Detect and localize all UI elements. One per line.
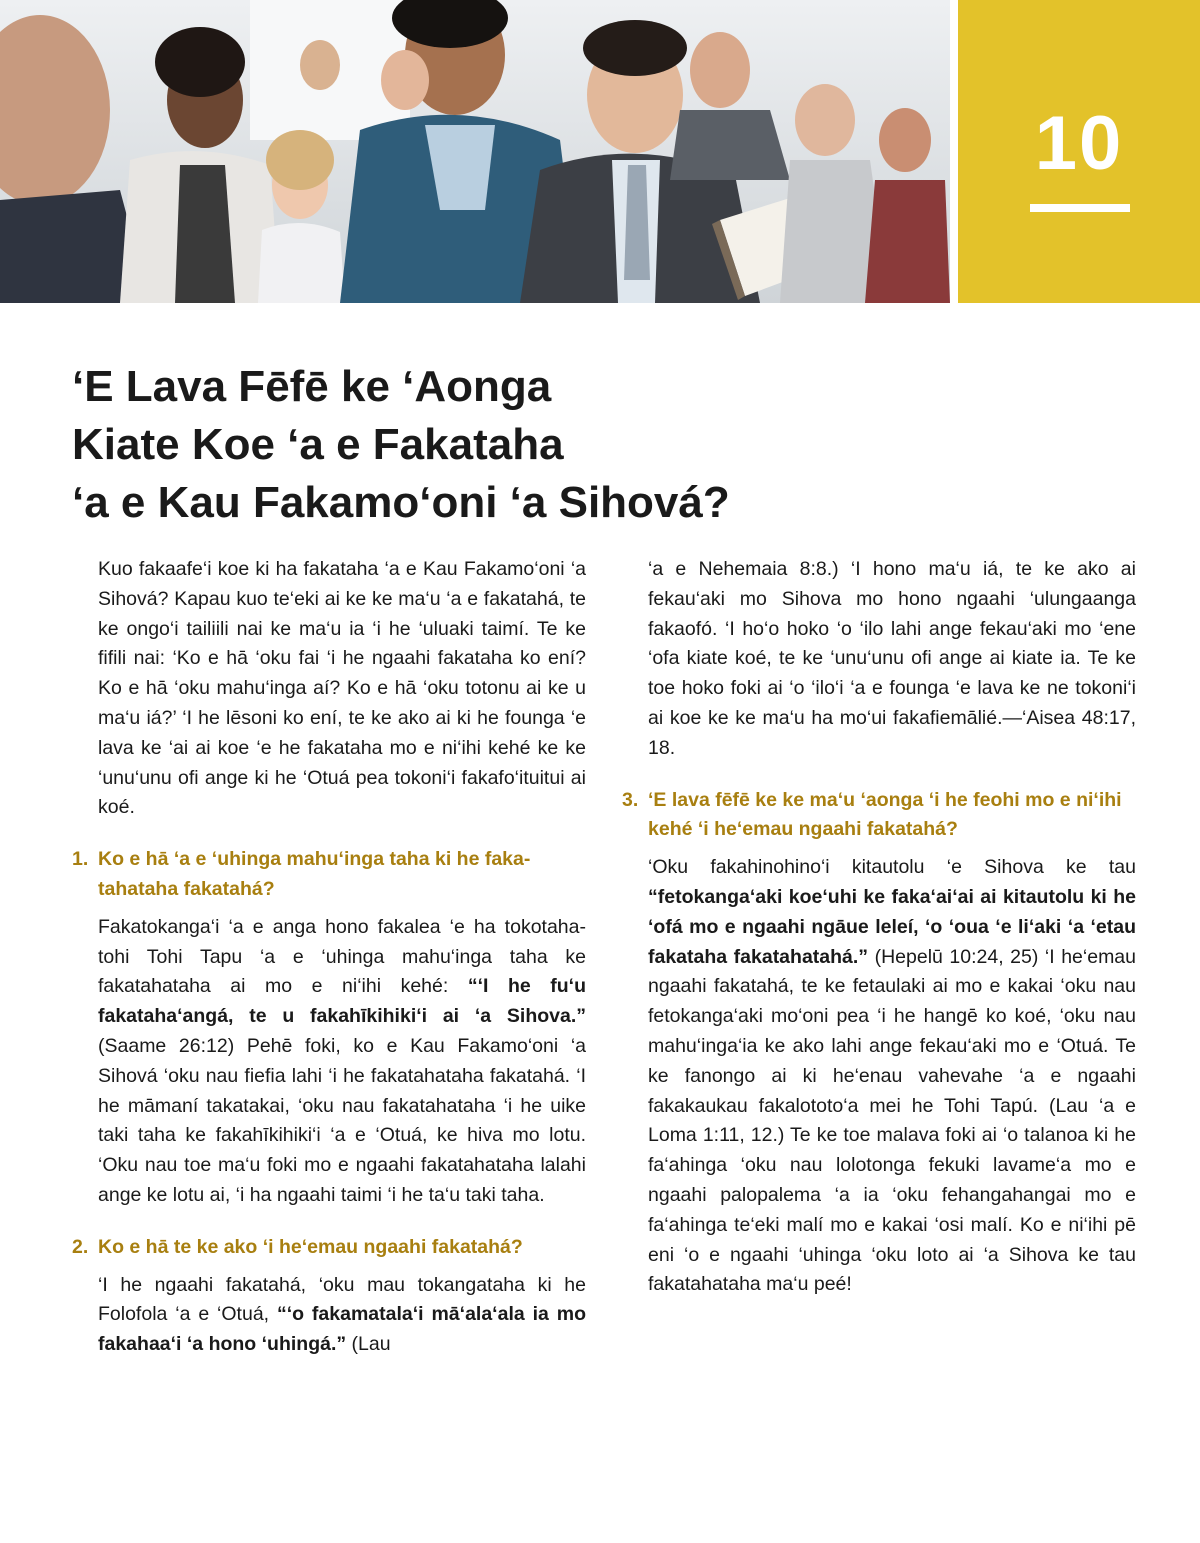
answer-1-paragraph [98, 913, 586, 1211]
question-2 [72, 1233, 586, 1263]
question-1-text: Ko e hā ‘a e ‘uhinga mahu‘inga taha ki he fakatahataha fakatahá? [98, 848, 531, 900]
header-photo [0, 0, 950, 303]
question-2-text: Ko e hā te ke ako ‘i he‘emau ngaahi fakatahá? [98, 1235, 523, 1258]
page-title [72, 358, 972, 532]
lesson-number-box [958, 0, 1200, 303]
left-column [72, 555, 586, 1360]
answer-1-text-after: (Saame 26:12) Pehē foki, ko e Kau Fakamo‘oni ‘a Sihová ‘oku nau fiefia lahi ‘i he fakatahataha fakatahá. ‘I he māmaní takatakai, ‘oku nau fakatahataha ‘i he uike taki taha ke fakahīkihiki‘i ‘a e ‘Otuá, ke hiva mo lotu. ‘Oku nau toe ma‘u foki mo e ngaahi fakatahataha lalahi ange ke lotu ai, ‘i ha ngaahi taimi ‘i he ta‘u taki taha. [98, 1034, 586, 1206]
answer-2-text-after-part-2: ‘a e Nehemaia 8:8.) ‘I hono ma‘u iá, te ke ako ai fekau‘aki mo Sihova mo hono ngaahi ‘ulungaanga fakaofó. ‘I ho‘o hoko ‘o ‘ilo lahi ange fekau‘aki mo ‘ene ‘ofa kiate koé, te ke ‘unu‘unu ofi ange ai kiate ia. Te ke toe hoko foki ai ‘o ‘ilo‘i ‘a e founga ‘e lava ke ne tokoni‘i ai koe ke ke ma‘u ha mo‘ui fakafiemālié.—‘Aisea 48:17, 18. [648, 558, 1136, 759]
title-line-1: ‘E Lava Fēfē ke ‘Aonga [72, 362, 552, 411]
answer-3-text-before: ‘Oku fakahinohino‘i kitautolu ‘e Sihova ke tau [648, 856, 1136, 879]
question-1-number: 1. [72, 848, 89, 871]
answer-3-quote: “fetokanga‘aki koe‘uhi ke faka‘ai‘ai ai kitautolu ki he ‘ofá mo e ngaahi ngāue leleí, ‘o ‘oua ‘e li‘aki ‘a ‘etau fakataha fakatahatahá.” [648, 885, 1136, 968]
question-3-number: 3. [622, 788, 639, 811]
answer-2-paragraph [98, 1271, 586, 1360]
lesson-number: 10 [1034, 101, 1124, 186]
answer-2-text-before: ‘I he ngaahi fakatahá, ‘oku mau tokangataha ki he Folofola ‘a e ‘Otuá, [98, 1273, 586, 1326]
lesson-number-underline [1030, 204, 1130, 212]
answer-3-paragraph [648, 853, 1136, 1300]
answer-2-quote: “‘o fakamatala‘i mā‘ala‘ala ia mo fakahaa‘i ‘a hono ‘uhingá.” [98, 1303, 586, 1356]
title-line-2: Kiate Koe ‘a e Fakataha [72, 420, 564, 469]
question-1 [72, 845, 586, 905]
answer-3-text-after: (Hepelū 10:24, 25) ‘I he‘emau ngaahi fakatahá, te ke fetaulaki ai mo e kakai ‘oku nau fetokanga‘aki mo‘oni pea ‘i he hangē ko koé, ‘oku nau mahu‘inga‘ia ke ako lahi ange fekau‘aki mo e ‘Otuá. Te ke fanongo ai ki he‘enau vahevahe ‘a e ngaahi fakakaukau fakalototo‘a mei he Tohi Tapú. (Lau ‘a e Loma 1:11, 12.) Te ke toe malava foki ai ‘o talanoa ki he fa‘ahinga ‘oku nau lolotonga fekuki lavame‘a mo e ngaahi palopalema ‘a ia ‘oku fehangahangai mo e fa‘ahinga te‘eki malí mo e kakai ‘osi malí. Ko e ni‘ihi pē eni ‘o e ngaahi ‘uhinga ‘oku loto ai ‘a Sihova ke tau fakatahataha ma‘u peé! [648, 945, 1137, 1296]
question-3-text: ‘E lava fēfē ke ke ma‘u ‘aonga ‘i he feohi mo e ni‘ihi kehé ‘i he‘emau ngaahi fakatahá? [648, 788, 1122, 841]
question-3 [622, 786, 1136, 846]
answer-1-quote: “‘I he fu‘u fakataha‘angá, te u fakahīkihiki‘i ai ‘a Sihova.” [98, 975, 586, 1028]
congregation-meeting-photo [0, 0, 950, 303]
title-line-3: ‘a e Kau Fakamo‘oni ‘a Sihová? [72, 478, 730, 527]
answer-2-text-after-part-1: (Lau [346, 1333, 391, 1356]
answer-2-continued [648, 555, 1136, 764]
intro-paragraph: Kuo fakaafe‘i koe ki ha fakataha ‘a e Kau Fakamo‘oni ‘a Sihová? Kapau kuo te‘eki ai ke ke ma‘u ‘a e fakatahá, te ke ongo‘i tailiili nai ke ma‘u ia ‘i he ‘uluaki taimí. Te ke fifili nai: ‘Ko e hā ‘oku fai ‘i he ngaahi fakataha ko ení? Ko e hā ‘oku mahu‘inga aí? Ko e hā ‘oku totonu ai ke u ma‘u iá?’ ‘I he lēsoni ko ení, te ke ako ai ki he founga ‘e lava ke ‘ai ai koe ‘e he fakataha mo e ni‘ihi kehé ke ke ‘unu‘unu ofi ange ki he ‘Otuá pea tokoni‘i fakafo‘ituitui ai koé. [98, 558, 586, 819]
right-column [622, 555, 1136, 1300]
answer-1-text-before: Fakatokanga‘i ‘a e anga hono fakalea ‘e ha tokotaha-tohi Tohi Tapu ‘a e ‘uhinga mahu‘inga taha ke fakatahataha ai mo e ni‘ihi kehé: [98, 915, 586, 998]
question-2-number: 2. [72, 1235, 89, 1258]
